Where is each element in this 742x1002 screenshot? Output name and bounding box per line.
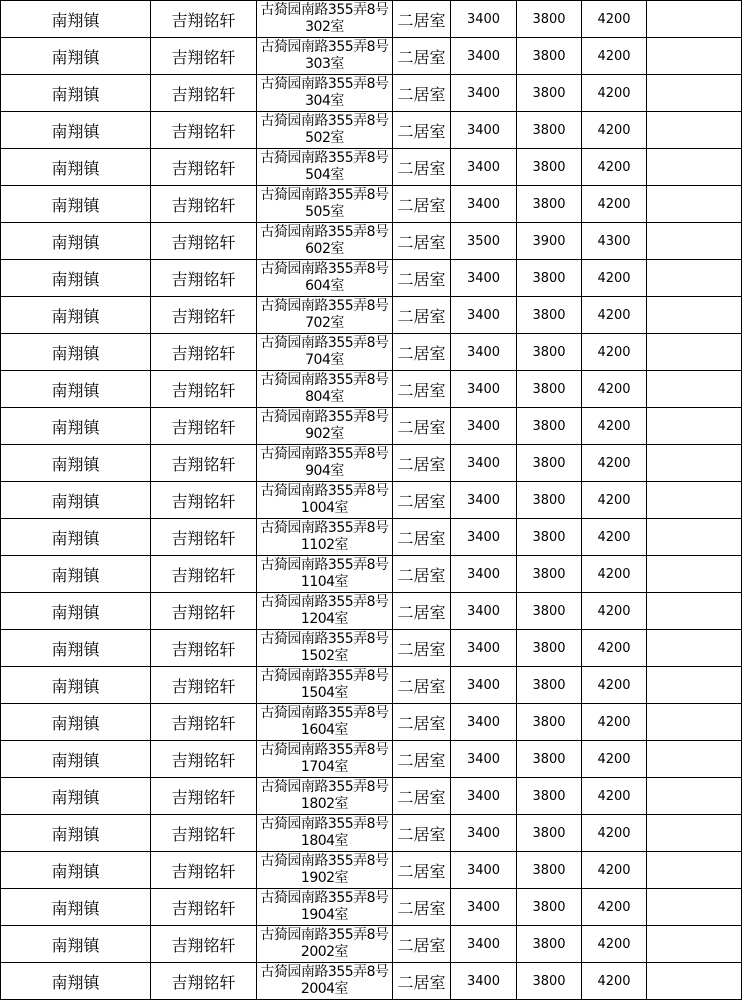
address-cell: 古猗园南路355弄8号302室 (257, 1, 393, 38)
town-cell: 南翔镇 (1, 926, 151, 963)
note-cell (647, 334, 742, 371)
community-cell: 吉翔铭轩 (151, 741, 257, 778)
community-cell: 吉翔铭轩 (151, 963, 257, 1000)
address-cell: 古猗园南路355弄8号604室 (257, 260, 393, 297)
table-row (1, 926, 742, 963)
note-cell (647, 926, 742, 963)
note-cell (647, 593, 742, 630)
community-cell: 吉翔铭轩 (151, 556, 257, 593)
town-cell: 南翔镇 (1, 593, 151, 630)
town-cell: 南翔镇 (1, 445, 151, 482)
address-cell: 古猗园南路355弄8号1102室 (257, 519, 393, 556)
address-cell: 古猗园南路355弄8号1904室 (257, 889, 393, 926)
price-cell-3: 4200 (582, 741, 647, 778)
note-cell (647, 815, 742, 852)
town-cell: 南翔镇 (1, 852, 151, 889)
price-cell-2: 3800 (517, 556, 582, 593)
table-row (1, 223, 742, 260)
price-cell-1: 3400 (451, 38, 517, 75)
address-cell: 古猗园南路355弄8号2004室 (257, 963, 393, 1000)
note-cell (647, 38, 742, 75)
price-cell-1: 3400 (451, 852, 517, 889)
price-cell-3: 4200 (582, 149, 647, 186)
community-cell: 吉翔铭轩 (151, 112, 257, 149)
address-cell: 古猗园南路355弄8号1804室 (257, 815, 393, 852)
table-row (1, 149, 742, 186)
town-cell: 南翔镇 (1, 1, 151, 38)
table-row (1, 1, 742, 38)
price-cell-1: 3400 (451, 260, 517, 297)
town-cell: 南翔镇 (1, 260, 151, 297)
price-cell-3: 4200 (582, 186, 647, 223)
room-type-cell: 二居室 (393, 334, 451, 371)
community-cell: 吉翔铭轩 (151, 445, 257, 482)
address-cell: 古猗园南路355弄8号804室 (257, 371, 393, 408)
price-cell-2: 3800 (517, 815, 582, 852)
town-cell: 南翔镇 (1, 778, 151, 815)
community-cell: 吉翔铭轩 (151, 815, 257, 852)
price-cell-3: 4200 (582, 371, 647, 408)
room-type-cell: 二居室 (393, 667, 451, 704)
price-cell-1: 3400 (451, 704, 517, 741)
town-cell: 南翔镇 (1, 815, 151, 852)
room-type-cell: 二居室 (393, 75, 451, 112)
table-row (1, 852, 742, 889)
price-cell-2: 3800 (517, 889, 582, 926)
address-cell: 古猗园南路355弄8号505室 (257, 186, 393, 223)
price-cell-1: 3400 (451, 778, 517, 815)
town-cell: 南翔镇 (1, 667, 151, 704)
table-row (1, 963, 742, 1000)
price-cell-1: 3400 (451, 445, 517, 482)
community-cell: 吉翔铭轩 (151, 149, 257, 186)
address-cell: 古猗园南路355弄8号1802室 (257, 778, 393, 815)
price-cell-3: 4200 (582, 260, 647, 297)
table-row (1, 593, 742, 630)
note-cell (647, 149, 742, 186)
note-cell (647, 186, 742, 223)
room-type-cell: 二居室 (393, 704, 451, 741)
table-row (1, 630, 742, 667)
address-cell: 古猗园南路355弄8号504室 (257, 149, 393, 186)
room-type-cell: 二居室 (393, 519, 451, 556)
price-cell-1: 3400 (451, 75, 517, 112)
room-type-cell: 二居室 (393, 260, 451, 297)
price-cell-2: 3800 (517, 445, 582, 482)
address-cell: 古猗园南路355弄8号602室 (257, 223, 393, 260)
town-cell: 南翔镇 (1, 482, 151, 519)
note-cell (647, 112, 742, 149)
town-cell: 南翔镇 (1, 630, 151, 667)
price-cell-2: 3800 (517, 593, 582, 630)
price-cell-1: 3400 (451, 963, 517, 1000)
note-cell (647, 297, 742, 334)
table-row (1, 260, 742, 297)
address-cell: 古猗园南路355弄8号902室 (257, 408, 393, 445)
table-row (1, 297, 742, 334)
room-type-cell: 二居室 (393, 1, 451, 38)
price-cell-2: 3800 (517, 778, 582, 815)
room-type-cell: 二居室 (393, 112, 451, 149)
community-cell: 吉翔铭轩 (151, 704, 257, 741)
room-type-cell: 二居室 (393, 815, 451, 852)
note-cell (647, 482, 742, 519)
town-cell: 南翔镇 (1, 704, 151, 741)
room-type-cell: 二居室 (393, 371, 451, 408)
price-cell-1: 3400 (451, 334, 517, 371)
price-cell-2: 3800 (517, 741, 582, 778)
price-cell-2: 3800 (517, 667, 582, 704)
town-cell: 南翔镇 (1, 75, 151, 112)
price-cell-1: 3400 (451, 667, 517, 704)
table-row (1, 75, 742, 112)
price-cell-2: 3800 (517, 38, 582, 75)
price-cell-3: 4200 (582, 667, 647, 704)
note-cell (647, 889, 742, 926)
community-cell: 吉翔铭轩 (151, 519, 257, 556)
table-row (1, 112, 742, 149)
table-row (1, 371, 742, 408)
price-cell-1: 3400 (451, 112, 517, 149)
room-type-cell: 二居室 (393, 408, 451, 445)
town-cell: 南翔镇 (1, 741, 151, 778)
price-cell-3: 4200 (582, 556, 647, 593)
town-cell: 南翔镇 (1, 556, 151, 593)
note-cell (647, 963, 742, 1000)
town-cell: 南翔镇 (1, 223, 151, 260)
town-cell: 南翔镇 (1, 149, 151, 186)
community-cell: 吉翔铭轩 (151, 482, 257, 519)
price-cell-1: 3400 (451, 149, 517, 186)
price-cell-2: 3800 (517, 186, 582, 223)
table-body (1, 1, 742, 1000)
room-type-cell: 二居室 (393, 963, 451, 1000)
town-cell: 南翔镇 (1, 112, 151, 149)
community-cell: 吉翔铭轩 (151, 926, 257, 963)
price-cell-1: 3500 (451, 223, 517, 260)
address-cell: 古猗园南路355弄8号1104室 (257, 556, 393, 593)
price-cell-1: 3400 (451, 519, 517, 556)
table-row (1, 667, 742, 704)
price-cell-1: 3400 (451, 186, 517, 223)
table-row (1, 704, 742, 741)
room-type-cell: 二居室 (393, 852, 451, 889)
table-row (1, 815, 742, 852)
town-cell: 南翔镇 (1, 408, 151, 445)
price-cell-2: 3800 (517, 297, 582, 334)
price-cell-1: 3400 (451, 556, 517, 593)
room-type-cell: 二居室 (393, 38, 451, 75)
community-cell: 吉翔铭轩 (151, 297, 257, 334)
address-cell: 古猗园南路355弄8号1004室 (257, 482, 393, 519)
note-cell (647, 371, 742, 408)
price-cell-3: 4200 (582, 926, 647, 963)
address-cell: 古猗园南路355弄8号702室 (257, 297, 393, 334)
note-cell (647, 667, 742, 704)
price-cell-3: 4200 (582, 593, 647, 630)
town-cell: 南翔镇 (1, 371, 151, 408)
price-cell-3: 4200 (582, 112, 647, 149)
price-cell-3: 4200 (582, 1, 647, 38)
note-cell (647, 223, 742, 260)
price-cell-2: 3800 (517, 482, 582, 519)
price-cell-3: 4200 (582, 482, 647, 519)
price-cell-3: 4200 (582, 408, 647, 445)
community-cell: 吉翔铭轩 (151, 75, 257, 112)
address-cell: 古猗园南路355弄8号303室 (257, 38, 393, 75)
address-cell: 古猗园南路355弄8号1502室 (257, 630, 393, 667)
price-cell-1: 3400 (451, 630, 517, 667)
address-cell: 古猗园南路355弄8号904室 (257, 445, 393, 482)
note-cell (647, 1, 742, 38)
price-cell-3: 4200 (582, 75, 647, 112)
address-cell: 古猗园南路355弄8号704室 (257, 334, 393, 371)
room-type-cell: 二居室 (393, 297, 451, 334)
price-cell-3: 4200 (582, 778, 647, 815)
price-cell-3: 4200 (582, 297, 647, 334)
address-cell: 古猗园南路355弄8号2002室 (257, 926, 393, 963)
room-type-cell: 二居室 (393, 778, 451, 815)
room-type-cell: 二居室 (393, 186, 451, 223)
price-cell-3: 4200 (582, 889, 647, 926)
address-cell: 古猗园南路355弄8号1704室 (257, 741, 393, 778)
room-type-cell: 二居室 (393, 593, 451, 630)
price-cell-2: 3800 (517, 519, 582, 556)
price-cell-3: 4200 (582, 630, 647, 667)
community-cell: 吉翔铭轩 (151, 371, 257, 408)
community-cell: 吉翔铭轩 (151, 593, 257, 630)
price-cell-2: 3800 (517, 371, 582, 408)
price-cell-3: 4200 (582, 334, 647, 371)
address-cell: 古猗园南路355弄8号1902室 (257, 852, 393, 889)
price-cell-2: 3900 (517, 223, 582, 260)
community-cell: 吉翔铭轩 (151, 852, 257, 889)
price-cell-3: 4200 (582, 852, 647, 889)
price-cell-3: 4200 (582, 704, 647, 741)
address-cell: 古猗园南路355弄8号1604室 (257, 704, 393, 741)
price-cell-1: 3400 (451, 815, 517, 852)
table-row (1, 482, 742, 519)
room-type-cell: 二居室 (393, 926, 451, 963)
price-cell-3: 4300 (582, 223, 647, 260)
price-cell-2: 3800 (517, 149, 582, 186)
price-cell-2: 3800 (517, 334, 582, 371)
room-type-cell: 二居室 (393, 223, 451, 260)
price-cell-2: 3800 (517, 408, 582, 445)
note-cell (647, 408, 742, 445)
room-type-cell: 二居室 (393, 630, 451, 667)
price-cell-2: 3800 (517, 704, 582, 741)
price-cell-3: 4200 (582, 815, 647, 852)
note-cell (647, 260, 742, 297)
price-cell-2: 3800 (517, 852, 582, 889)
price-cell-2: 3800 (517, 926, 582, 963)
price-cell-1: 3400 (451, 408, 517, 445)
price-cell-1: 3400 (451, 926, 517, 963)
table-row (1, 186, 742, 223)
price-cell-2: 3800 (517, 75, 582, 112)
town-cell: 南翔镇 (1, 38, 151, 75)
town-cell: 南翔镇 (1, 297, 151, 334)
community-cell: 吉翔铭轩 (151, 408, 257, 445)
price-cell-3: 4200 (582, 519, 647, 556)
price-cell-2: 3800 (517, 260, 582, 297)
town-cell: 南翔镇 (1, 963, 151, 1000)
note-cell (647, 75, 742, 112)
community-cell: 吉翔铭轩 (151, 223, 257, 260)
table-row (1, 519, 742, 556)
price-cell-1: 3400 (451, 889, 517, 926)
room-type-cell: 二居室 (393, 741, 451, 778)
table-row (1, 778, 742, 815)
price-cell-1: 3400 (451, 741, 517, 778)
table-row (1, 445, 742, 482)
price-cell-1: 3400 (451, 482, 517, 519)
community-cell: 吉翔铭轩 (151, 38, 257, 75)
price-cell-2: 3800 (517, 112, 582, 149)
price-cell-3: 4200 (582, 445, 647, 482)
community-cell: 吉翔铭轩 (151, 889, 257, 926)
town-cell: 南翔镇 (1, 334, 151, 371)
price-cell-3: 4200 (582, 963, 647, 1000)
town-cell: 南翔镇 (1, 186, 151, 223)
address-cell: 古猗园南路355弄8号1204室 (257, 593, 393, 630)
price-cell-2: 3800 (517, 963, 582, 1000)
town-cell: 南翔镇 (1, 519, 151, 556)
note-cell (647, 741, 742, 778)
community-cell: 吉翔铭轩 (151, 186, 257, 223)
table-row (1, 408, 742, 445)
price-cell-1: 3400 (451, 593, 517, 630)
room-type-cell: 二居室 (393, 482, 451, 519)
note-cell (647, 852, 742, 889)
note-cell (647, 445, 742, 482)
table-row (1, 889, 742, 926)
note-cell (647, 630, 742, 667)
note-cell (647, 519, 742, 556)
price-cell-1: 3400 (451, 297, 517, 334)
community-cell: 吉翔铭轩 (151, 667, 257, 704)
community-cell: 吉翔铭轩 (151, 334, 257, 371)
price-cell-2: 3800 (517, 630, 582, 667)
town-cell: 南翔镇 (1, 889, 151, 926)
community-cell: 吉翔铭轩 (151, 260, 257, 297)
price-cell-2: 3800 (517, 1, 582, 38)
room-type-cell: 二居室 (393, 556, 451, 593)
room-type-cell: 二居室 (393, 889, 451, 926)
address-cell: 古猗园南路355弄8号1504室 (257, 667, 393, 704)
address-cell: 古猗园南路355弄8号304室 (257, 75, 393, 112)
room-type-cell: 二居室 (393, 445, 451, 482)
note-cell (647, 778, 742, 815)
table-row (1, 556, 742, 593)
table-row (1, 38, 742, 75)
table-row (1, 741, 742, 778)
note-cell (647, 704, 742, 741)
room-type-cell: 二居室 (393, 149, 451, 186)
price-cell-3: 4200 (582, 38, 647, 75)
community-cell: 吉翔铭轩 (151, 1, 257, 38)
price-cell-1: 3400 (451, 1, 517, 38)
price-cell-1: 3400 (451, 371, 517, 408)
community-cell: 吉翔铭轩 (151, 630, 257, 667)
note-cell (647, 556, 742, 593)
address-cell: 古猗园南路355弄8号502室 (257, 112, 393, 149)
table-row (1, 334, 742, 371)
community-cell: 吉翔铭轩 (151, 778, 257, 815)
